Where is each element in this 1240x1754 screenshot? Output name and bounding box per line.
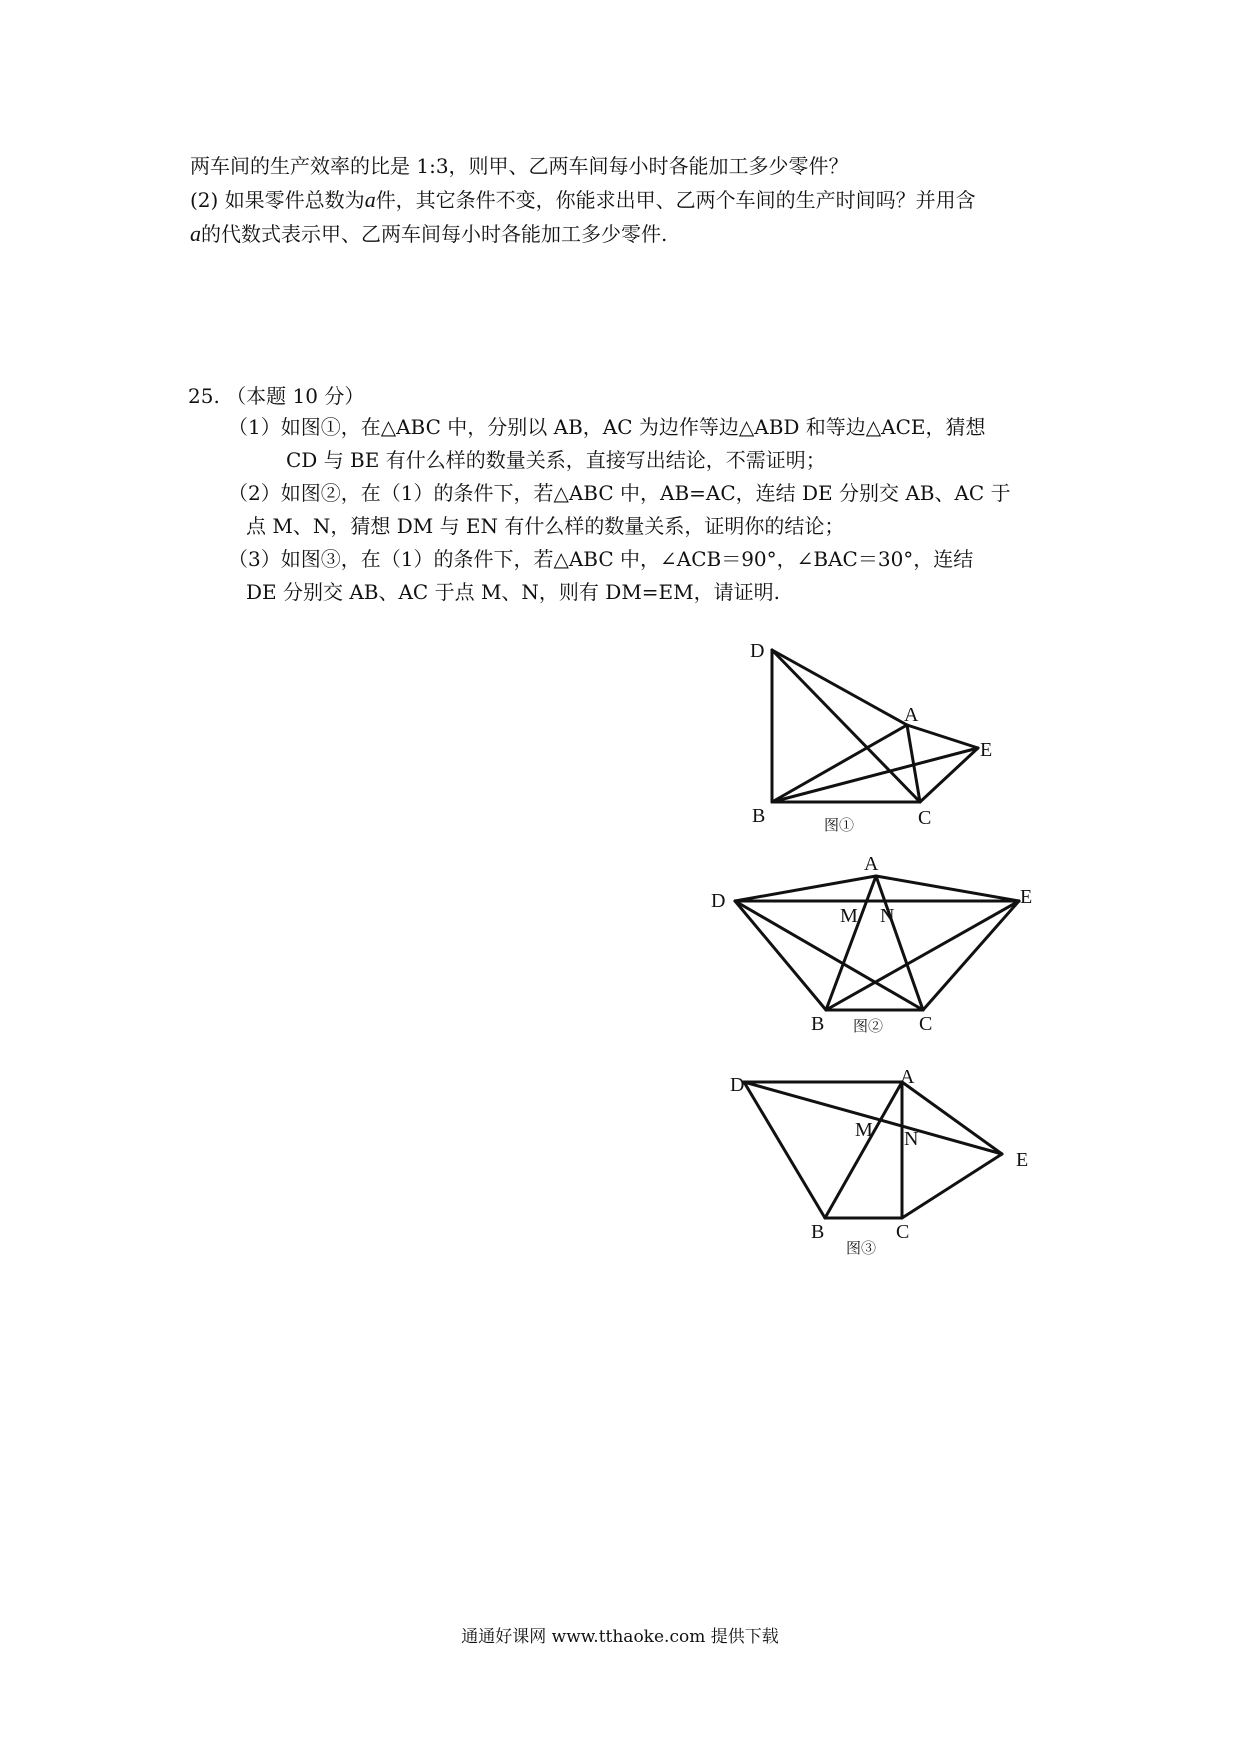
label-b: B — [811, 1221, 825, 1243]
figure-2 — [711, 853, 1032, 1035]
segment-da — [772, 650, 907, 725]
q24-line-3-b: 的代数式表示甲、乙两车间每小时各能加工多少零件. — [201, 222, 668, 246]
label-n: N — [904, 1128, 919, 1150]
q25-part3-line2: DE 分别交 AB、AC 于点 M、N，则有 DM=EM，请证明. — [246, 580, 780, 604]
segment-da — [735, 876, 876, 901]
figure-1 — [750, 640, 992, 834]
figure-3 — [730, 1066, 1028, 1257]
segment-db — [735, 901, 826, 1010]
label-e: E — [980, 739, 993, 761]
label-d: D — [730, 1074, 745, 1096]
segment-de — [744, 1082, 1002, 1154]
segment-dc — [735, 901, 923, 1010]
label-m: M — [840, 905, 858, 927]
label-e: E — [1016, 1149, 1029, 1171]
q24-line-2-a: (2) 如果零件总数为 — [190, 188, 365, 212]
segment-ae — [876, 876, 1019, 901]
label-d: D — [711, 890, 726, 912]
q24-line-1: 两车间的生产效率的比是 1:3，则甲、乙两车间每小时各能加工多少零件？ — [190, 154, 849, 178]
segment-ba — [772, 725, 907, 802]
segment-ae — [907, 725, 978, 748]
label-c: C — [918, 807, 932, 829]
q25-part2-line2: 点 M、N，猜想 DM 与 EN 有什么样的数量关系，证明你的结论； — [246, 514, 845, 538]
segment-ba — [825, 1082, 902, 1218]
label-b: B — [811, 1013, 825, 1035]
q25-part1-line1: （1）如图①，在△ABC 中，分别以 AB，AC 为边作等边△ABD 和等边△ACE，猜想 — [228, 415, 986, 439]
figure-3-caption: 图③ — [846, 1241, 877, 1257]
q25-part1-line2: CD 与 BE 有什么样的数量关系，直接写出结论，不需证明； — [286, 448, 826, 472]
figure-1-caption: 图① — [824, 818, 855, 834]
variable-a: a — [364, 187, 376, 212]
segment-ec — [923, 901, 1019, 1010]
label-a: A — [904, 704, 919, 726]
label-m: M — [855, 1119, 873, 1141]
label-a: A — [900, 1066, 915, 1088]
q25-part2-line1: （2）如图②，在（1）的条件下，若△ABC 中，AB=AC，连结 DE 分别交 AB、AC 于 — [228, 481, 1011, 505]
segment-ab — [826, 876, 876, 1010]
q25-part3-line1: （3）如图③，在（1）的条件下，若△ABC 中，∠ACB＝90°，∠BAC＝30°，连结 — [228, 547, 974, 571]
variable-a: a — [190, 221, 201, 246]
q25-header: 25. （本题 10 分） — [188, 384, 365, 408]
label-a: A — [864, 853, 879, 875]
label-n: N — [880, 905, 895, 927]
label-d: D — [750, 640, 765, 662]
segment-ce — [902, 1154, 1002, 1218]
figure-2-caption: 图② — [853, 1019, 884, 1035]
label-c: C — [896, 1221, 910, 1243]
q24-line-2-b: 件，其它条件不变，你能求出甲、乙两个车间的生产时间吗？并用含 — [375, 188, 976, 212]
segment-dc — [772, 650, 920, 802]
segment-ac — [876, 876, 923, 1010]
label-e: E — [1020, 886, 1033, 908]
page-footer: 通通好课网 www.tthaoke.com 提供下载 — [461, 1627, 779, 1647]
label-b: B — [752, 805, 766, 827]
label-c: C — [919, 1013, 933, 1035]
